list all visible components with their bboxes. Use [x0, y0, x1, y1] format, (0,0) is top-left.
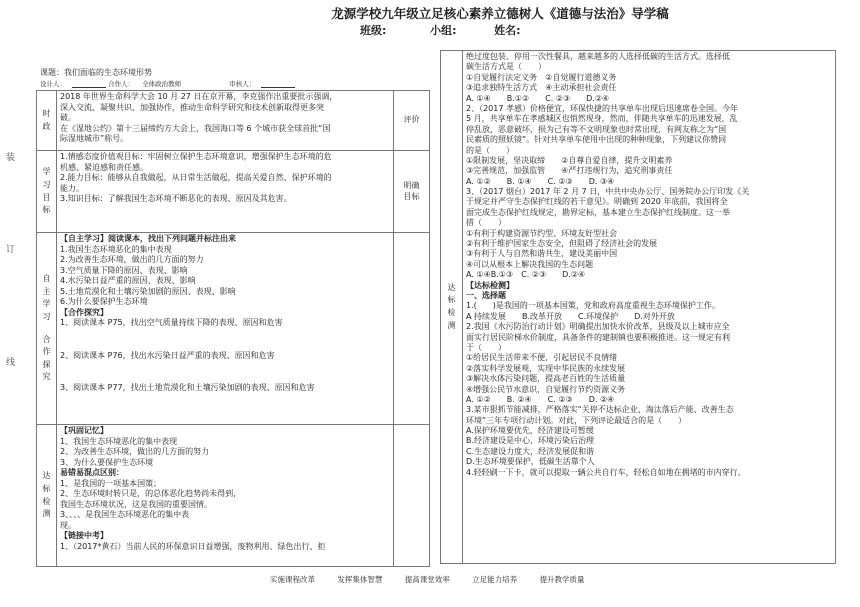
- eval-label: 评价: [394, 91, 430, 151]
- self-study-item: 2.为改善生态环境，做出的几方面的努力: [60, 255, 204, 265]
- consolidate-heading: 【巩固记忆】: [60, 426, 108, 435]
- consolidate-cell: [57, 425, 394, 567]
- lesson-meta: [40, 79, 295, 88]
- self-study-heading: 【自主学习】阅读课本，找出下列问题并标注出来: [60, 234, 236, 243]
- error-item: 2、生态环境时转只是，的总体恶化趋势尚未得到，: [60, 489, 242, 499]
- collab-label: 合作人：: [108, 80, 135, 88]
- test-content-cell: 绝过度包装、停用一次性餐具，越来越多的人选择低碳的生活方式。选择低 碳生活方式是（ ） ①自觉履行法定义务 ②自觉履行道德义务 ③追求独特生活方式 ④主动承担社会责任 A. ①④ B.①② C. ②③ D.②④ 2、（2017 孝感）价格便宜，环保快捷的共享单车出现后迅速席卷全国。今年 5 月，共享单车在孝感城区也悄然现身，然而，伴随共享单车的迅速发展，乱 停乱放，恶意破坏，损为己有等不文明现象也时常出现，有网友称之为“国 民素质的照妖镜”。针对共享单车使用中出现的种种现象，下列建议你赞同 的是（ ） ①限制发展，坚决取缔 ②自尊自爱自律，提升文明素养 ③完善规范，加强监管 ④严打违规行为，追究刑事责任 A. ①② B. ①④ C. ②③ D. ③④ 3、（2017 烟台）2017 年 2 月 7 日，中共中央办公厅、国务院办公厅印发《关 于规定并严守生态保护红线的若干意见》。明确到 2020 年底前，我国将全 面完成生态保护红线规定，勘界定标，基本建立生态保护红线制度。这一举 措（ ） ①有利于构建资源节约型、环境友好型社会 ②有利于维护国家生态安全，但阻碍了经济社会的发展 ③有利于人与自然和谐共生，建设美丽中国 ④可以从根本上解决我国的生态问题 A. ①④B.①③ C. ②③ D.②④ 【达标检测】 一、选择题 1.( )是我国的一项基本国策，党和政府高度重视生态环境保护工作。 A 持续发展 B.改革开放 C.环境保护 D.对外开放 2.我国《水污防治行动计划》明确提出加快水价改革，县级及以上城市应全 面实行居民阶梯水价制度，具备条件的建制镇也要积极推进。这一规定有利 于（ ） ①给居民生活带来不便，引起居民不良情绪 ②落实科学发展观，实现中华民族的永续发展 ③解决水体污染问题，提高老百姓的生活质量 ④增强公民节水意识，自觉履行节约资源义务 A. ①② B. ②④ C. ②③ D. ②④ 3.某市狠抓节能减排，严格落实“关停不达标企业、淘汰落后产能、改善生态 环境”三年专项行动计划。对此，下列评论最适合的是（ ） A.保护环境要优先，经济建设可暂缓 B.经济建设是中心，环境污染后治理 C.生态建设力度大，经济发展促和谐 D.生态环境要保护，低碳生活靠个人 4.轻轻刷一下卡，就可以提取一辆公共自行车，轻松自如地在拥堵的市内穿行。: [463, 51, 836, 564]
- self-study-cell: [57, 233, 394, 425]
- page-title: 龙源学校九年级立足核心素养立德树人《道德与法治》导学稿: [331, 6, 669, 21]
- student-info: [360, 22, 521, 38]
- learning-goals-cell: 1.情感态度价值观目标：牢固树立保护生态环境意识，增强保护生态环境的危 机感、紧迫感和责任感。 2.能力目标：能够从自我做起，从日常生活做起，提高关爱自然、保护环境的 能力。 3.知识目标：了解我国生态环境不断恶化的表现、原因及其危害。: [57, 151, 394, 233]
- designer-label: 设计人：: [40, 80, 66, 88]
- footer-slogans: [270, 574, 605, 585]
- consolidate-item: 2、为改善生态环境，做出的几方面的努力: [60, 447, 210, 457]
- footer-item: 实施课程改革: [270, 575, 315, 584]
- class-field[interactable]: [390, 29, 426, 38]
- test-heading: 【达标检测】: [466, 280, 514, 290]
- footer-item: 发挥集体智慧: [337, 575, 383, 584]
- consolidate-item: 1、我国生态环境恶化的集中表现: [60, 436, 178, 446]
- group-field[interactable]: [460, 29, 490, 38]
- group-label: 小组:: [430, 24, 457, 37]
- self-study-item: 6.为什么要保护生态环境: [60, 297, 148, 307]
- footer-item: 提升教学质量: [539, 575, 585, 584]
- coop-heading: 【合作探究】: [60, 307, 108, 317]
- footer-item: 立足能力培养: [472, 575, 518, 584]
- consolidate-item: 3、为什么要保护生态环境: [60, 457, 154, 467]
- current-affairs-cell: 2018 年世界生命科学大会 10 月 27 日在京开幕，李克强作出重要批示强调， 深入交流、凝聚共识、加强协作，推动生命科学研究和技术创新取得更多突 破。 在《湿地公约》第十三届缔约方大会上，我国海口等 6 个城市获全球首批“国 际湿地城市”称号。: [57, 91, 394, 151]
- mc-heading: 一、选择题: [466, 290, 506, 300]
- check-label: 达 标 检 测: [441, 51, 463, 564]
- coop-item: 1、阅读课本 P75，找出空气质量持续下降的表现、原因和危害: [60, 318, 283, 328]
- binding-mark: 线: [6, 358, 16, 368]
- error-item: 我国生态环境状况，这是我国的重要国情。: [60, 499, 212, 509]
- check-label: 达 标 检 测: [37, 425, 57, 567]
- right-test-table: [440, 50, 836, 564]
- lesson-topic: 课题：我们面临的生态环境形势: [40, 68, 152, 77]
- error-item: 3、、、、是我国生态环境恶化的集中表: [60, 510, 190, 520]
- self-study-item: 4.水污染日益严重的原因、表现、影响: [60, 276, 196, 286]
- footer-item: 提高课堂效率: [404, 575, 450, 584]
- class-label: 班级:: [360, 24, 387, 37]
- coop-item: 2、阅读课本 P76，找出水污染日益严重的表现、原因和危害: [60, 350, 275, 360]
- self-study-item: 3.空气质量下降的原因、表现、影响: [60, 265, 188, 275]
- error-item: 现。: [60, 520, 76, 530]
- binding-mark: 装: [6, 153, 16, 163]
- self-coop-label: 自 主 学 习 合 作 探 究: [37, 233, 57, 425]
- reviewer-label: 审核人：: [229, 80, 256, 88]
- error-heading: 易错易混点区别：: [60, 468, 124, 478]
- self-study-item: 5.土地荒漠化和土壤污染加剧的原因、表现、影响: [60, 286, 236, 296]
- binding-mark: 订: [6, 245, 16, 255]
- error-item: 1、是我国的一项基本国策；: [60, 478, 162, 488]
- exam-heading: 【链接中考】: [60, 531, 108, 541]
- left-study-table: [36, 90, 430, 567]
- coop-item: 3、阅读课本 P77，找出土地荒漠化和土壤污染加剧的表现、原因和危害: [60, 383, 315, 393]
- name-label: 姓名:: [494, 24, 521, 37]
- self-study-item: 1.我国生态环境恶化的集中表现: [60, 244, 172, 254]
- goal-label: 学 习 目 标: [37, 151, 57, 233]
- collab-value: 全体政治教师: [142, 80, 182, 88]
- time-label: 时 政: [37, 91, 57, 151]
- exam-question: 1、（2017*黄石）当前人民的环保意识日益增强，废物利用、绿色出行、拒: [60, 542, 326, 552]
- clarity-label: 明确 目标: [394, 151, 430, 233]
